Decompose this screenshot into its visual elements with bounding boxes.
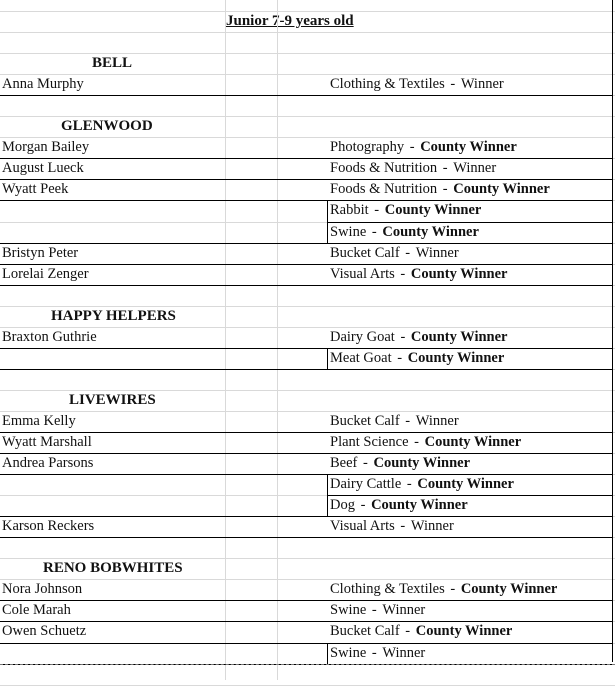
entry-border [0, 95, 327, 96]
member-name: Owen Schuetz [2, 623, 87, 639]
award-result: Winner [410, 518, 454, 534]
award-entry [330, 327, 507, 348]
award-entry [330, 600, 425, 621]
award-entry [330, 222, 479, 243]
club-heading: BELL [92, 55, 133, 71]
award-cell-border [327, 537, 612, 538]
award-entry [330, 643, 425, 664]
project-name: Swine [330, 224, 367, 240]
member-name: Karson Reckers [2, 518, 95, 534]
member-name: Anna Murphy [2, 76, 84, 92]
project-name: Clothing & Textiles [330, 581, 445, 597]
project-name: Foods & Nutrition [330, 181, 438, 197]
project-name: Beef [330, 455, 358, 471]
separator-dash: - [406, 139, 419, 155]
award-entry [330, 411, 459, 432]
award-entry [330, 179, 550, 200]
separator-dash: - [401, 413, 414, 429]
entry-border [0, 285, 327, 286]
award-result: Winner [382, 645, 426, 661]
project-name: Swine [330, 602, 367, 618]
separator-dash: - [396, 518, 409, 534]
project-name: Photography [330, 139, 405, 155]
award-result: County Winner [382, 224, 479, 240]
member-name: August Lueck [2, 160, 84, 176]
grid-line [0, 137, 615, 138]
entry-first-row-border [0, 474, 327, 475]
club-heading: RENO BOBWHITES [43, 560, 183, 576]
award-entry [330, 348, 504, 369]
separator-dash: - [396, 329, 409, 345]
award-entry [330, 579, 557, 600]
project-name: Bucket Calf [330, 623, 400, 639]
project-name: Dairy Cattle [330, 476, 402, 492]
member-name: Andrea Parsons [2, 455, 94, 471]
award-entry [330, 474, 514, 495]
separator-dash: - [410, 434, 423, 450]
project-name: Visual Arts [330, 518, 395, 534]
entry-first-row-border [0, 200, 327, 201]
project-name: Bucket Calf [330, 413, 400, 429]
award-entry [330, 621, 512, 642]
entry-vertical-border [327, 200, 328, 243]
separator-dash: - [446, 581, 459, 597]
award-result: Winner [453, 160, 497, 176]
award-result: Winner [415, 245, 459, 261]
award-result: County Winner [420, 139, 517, 155]
award-cell-border [327, 369, 612, 370]
award-entry [330, 74, 504, 95]
award-result: County Winner [424, 434, 522, 450]
award-result: County Winner [453, 181, 550, 197]
separator-dash: - [359, 455, 372, 471]
award-entry [330, 516, 454, 537]
separator-dash: - [439, 160, 452, 176]
separator-dash: - [368, 602, 381, 618]
project-name: Rabbit [330, 202, 369, 218]
award-result: County Winner [460, 581, 558, 597]
member-name: Braxton Guthrie [2, 329, 97, 345]
project-name: Swine [330, 645, 367, 661]
award-result: County Winner [410, 329, 508, 345]
separator-dash: - [401, 623, 414, 639]
award-entry [330, 137, 517, 158]
award-entry [330, 200, 481, 221]
award-result: County Winner [407, 350, 505, 366]
member-name: Emma Kelly [2, 413, 76, 429]
entry-first-row-border [0, 643, 327, 644]
page-title: Junior 7-9 years old [226, 13, 354, 29]
separator-dash: - [368, 224, 381, 240]
award-result: County Winner [373, 455, 471, 471]
award-cell-border [327, 285, 612, 286]
separator-dash: - [446, 76, 459, 92]
club-heading: GLENWOOD [61, 118, 153, 134]
member-name: Bristyn Peter [2, 245, 79, 261]
grid-column-line [277, 0, 278, 680]
separator-dash: - [393, 350, 406, 366]
separator-dash: - [396, 266, 409, 282]
award-result: Winner [415, 413, 459, 429]
member-name: Morgan Bailey [2, 139, 90, 155]
entry-vertical-border [327, 474, 328, 516]
project-name: Meat Goat [330, 350, 392, 366]
grid-line [0, 74, 615, 75]
project-name: Bucket Calf [330, 245, 400, 261]
project-name: Dairy Goat [330, 329, 395, 345]
separator-dash: - [370, 202, 383, 218]
project-name: Dog [330, 497, 355, 513]
award-result: Winner [460, 76, 504, 92]
award-entry [330, 243, 459, 264]
grid-line [0, 11, 615, 12]
grid-column-line [225, 0, 226, 680]
award-entry [330, 264, 507, 285]
award-result: County Winner [384, 202, 482, 218]
project-name: Foods & Nutrition [330, 160, 438, 176]
award-result: County Winner [371, 497, 468, 513]
award-result: Winner [382, 602, 426, 618]
award-entry [330, 158, 496, 179]
award-cell-border [327, 95, 612, 96]
separator-dash: - [368, 645, 381, 661]
award-result: County Winner [410, 266, 508, 282]
member-name: Wyatt Peek [2, 181, 69, 197]
page-break-line [0, 664, 615, 665]
member-name: Nora Johnson [2, 581, 83, 597]
member-name: Lorelai Zenger [2, 266, 89, 282]
project-name: Plant Science [330, 434, 409, 450]
separator-dash: - [403, 476, 416, 492]
entry-first-row-border [0, 348, 327, 349]
award-entry [330, 432, 521, 453]
award-entry [330, 495, 468, 516]
entry-border [0, 369, 327, 370]
member-name: Cole Marah [2, 602, 71, 618]
separator-dash: - [401, 245, 414, 261]
award-result: County Winner [415, 623, 513, 639]
grid-line [0, 32, 615, 33]
separator-dash: - [356, 497, 370, 513]
award-result: County Winner [417, 476, 514, 492]
project-name: Clothing & Textiles [330, 76, 445, 92]
member-name: Wyatt Marshall [2, 434, 92, 450]
project-name: Visual Arts [330, 266, 395, 282]
entry-vertical-border [327, 643, 328, 664]
club-heading: LIVEWIRES [69, 392, 156, 408]
entry-border [0, 537, 327, 538]
grid-line [0, 411, 615, 412]
award-entry [330, 453, 470, 474]
separator-dash: - [439, 181, 452, 197]
club-heading: HAPPY HELPERS [51, 308, 176, 324]
entry-vertical-border [327, 348, 328, 369]
